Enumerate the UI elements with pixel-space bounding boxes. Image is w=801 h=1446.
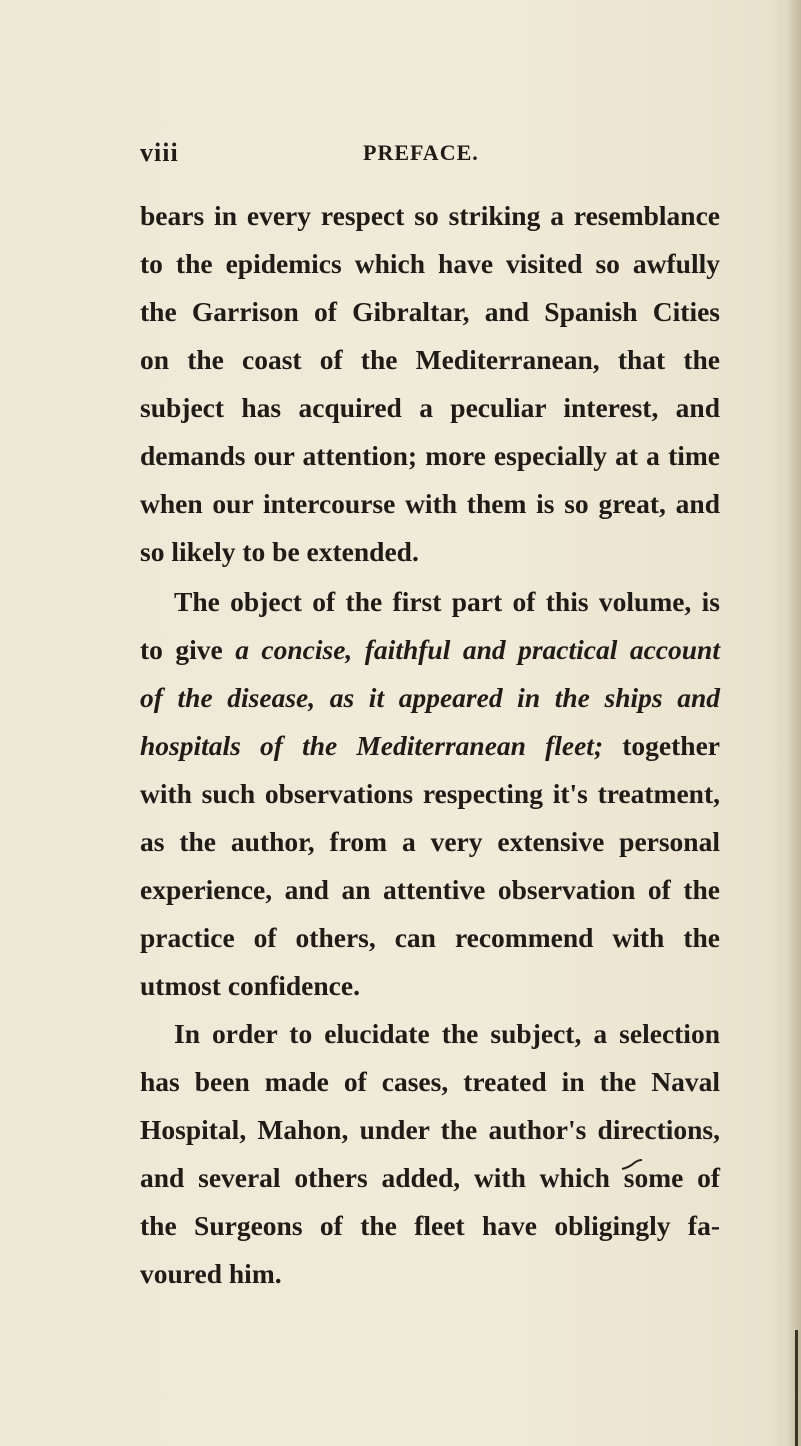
text-line: has been made of cases, treated in the Naval: [140, 1066, 720, 1097]
paragraph-3: [140, 1010, 720, 1298]
text-line: voured him.: [140, 1258, 282, 1289]
text-line: experience, and an attentive observation of the: [140, 874, 720, 905]
text-line: [140, 722, 720, 770]
text-line: as the author, from a very extensive personal: [140, 826, 720, 857]
text-line: demands our attention; more especially at a time: [140, 440, 720, 471]
paragraph-2: [140, 578, 720, 1010]
page-edge-shadow: [787, 0, 801, 1446]
text-line: with such observations respecting it's treatment,: [140, 778, 720, 809]
text-line: so likely to be extended.: [140, 536, 419, 567]
text-line: and several others added, with which some of: [140, 1162, 720, 1193]
text-line: bears in every respect so striking a resemblance: [140, 200, 720, 231]
text-line: when our intercourse with them is so great, and: [140, 488, 720, 519]
text-line: [140, 626, 720, 674]
page-number: viii: [140, 138, 179, 167]
paragraph-1: [140, 192, 720, 576]
text-line: of the disease, as it appeared in the ships and: [140, 682, 720, 713]
text-line: on the coast of the Mediterranean, that the: [140, 344, 720, 375]
italic-run: a concise, faithful and practical account: [235, 634, 720, 665]
printer-mark-icon: [620, 1158, 644, 1172]
italic-run: hospitals of the Mediterranean fleet;: [140, 730, 604, 761]
text-line: subject has acquired a peculiar interest, and: [140, 392, 720, 423]
text-line: the Garrison of Gibraltar, and Spanish Cities: [140, 296, 720, 327]
page-edge-line: [795, 1330, 798, 1446]
running-head: [0, 138, 801, 168]
text-line: The object of the first part of this volume, is: [174, 586, 720, 617]
text-line: the Surgeons of the fleet have obligingly fa-: [140, 1210, 720, 1241]
text-line: Hospital, Mahon, under the author's directions,: [140, 1114, 720, 1145]
text-run: together: [603, 730, 720, 761]
text-line: utmost confidence.: [140, 970, 360, 1001]
text-line: practice of others, can recommend with the: [140, 922, 720, 953]
page-title: PREFACE.: [363, 140, 479, 165]
text-line: In order to elucidate the subject, a selection: [174, 1018, 720, 1049]
text-line: to the epidemics which have visited so awfully: [140, 248, 720, 279]
text-run: to give: [140, 634, 236, 665]
